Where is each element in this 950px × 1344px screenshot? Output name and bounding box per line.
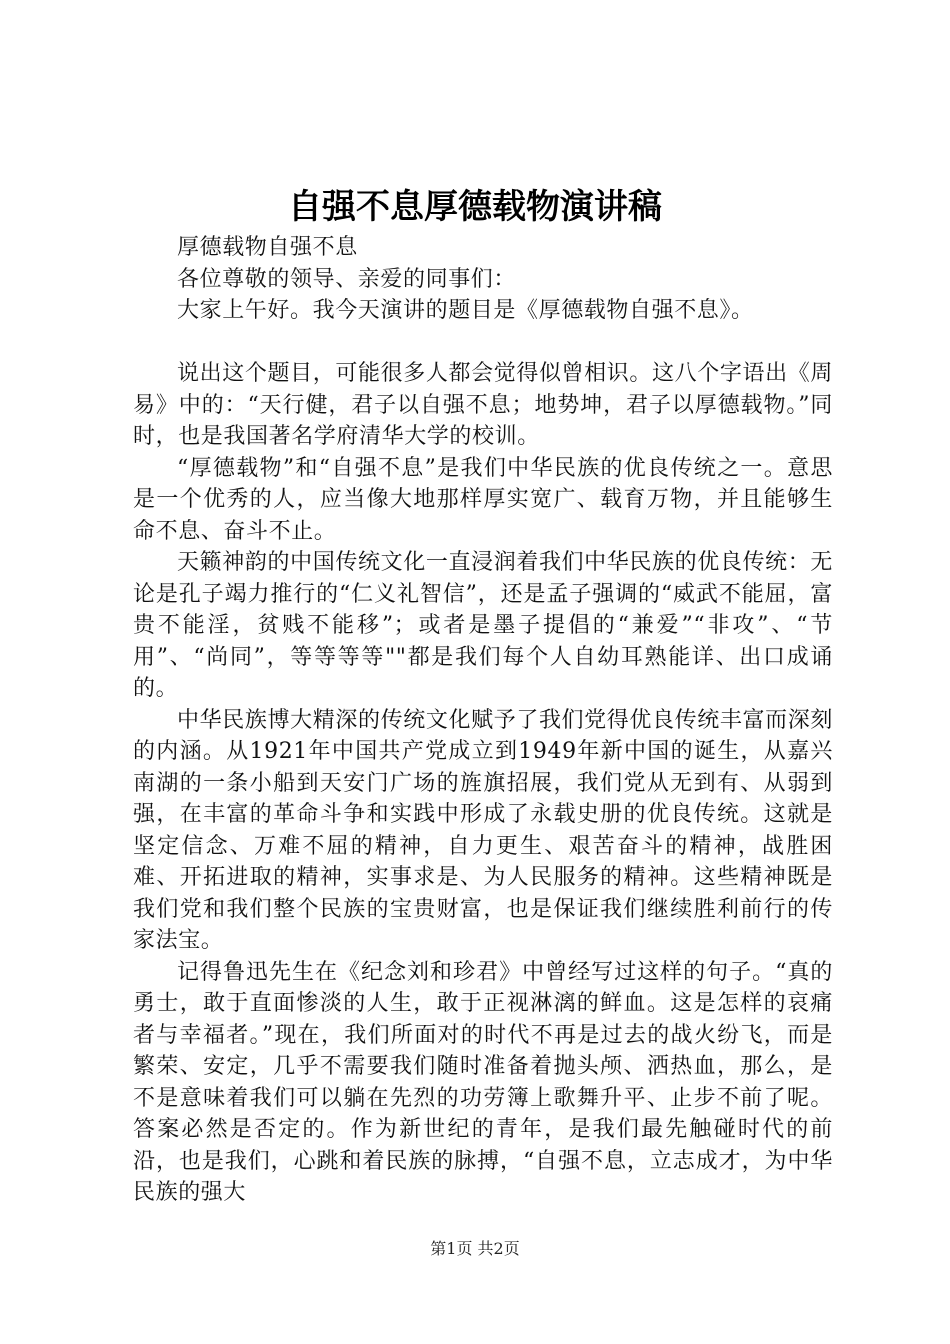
paragraph-body: 说出这个题目，可能很多人都会觉得似曾相识。这八个字语出《周易》中的：“天行健，君子以自强不息；地势坤，君子以厚德载物。”同时，也是我国著名学府清华大学的校训。 xyxy=(133,361,833,449)
paragraph-body: “厚德载物”和“自强不息”是我们中华民族的优良传统之一。意思是一个优秀的人，应当像大地那样厚实宽广、载育万物，并且能够生命不息、奋斗不止。 xyxy=(133,455,833,544)
paragraph-salutation: 各位尊敬的领导、亲爱的同事们： xyxy=(177,266,517,292)
paragraph-body: 中华民族博大精深的传统文化赋予了我们党得优良传统丰富而深刻的内涵。从1921年中国共产党成立到1949年新中国的诞生，从嘉兴南湖的一条小船到天安门广场的旌旗招展，我们党从无到有、从弱到强，在丰富的革命斗争和实践中形成了永载史册的优良传统。这就是坚定信念、万难不屈的精神，自力更生、艰苦奋斗的精神，战胜困难、开拓进取的精神，实事求是、为人民服务的精神。这些精神既是我们党和我们整个民族的宝贵财富，也是保证我们继续胜利前行的传家法宝。 xyxy=(133,707,833,953)
document-title: 自强不息厚德载物演讲稿 xyxy=(288,187,662,227)
paragraph-subtitle: 厚德载物自强不息 xyxy=(177,235,358,260)
paragraph-greeting: 大家上午好。我今天演讲的题目是《厚德载物自强不息》。 xyxy=(177,298,754,323)
page-number-footer: 第1页 共2页 xyxy=(430,1239,520,1258)
paragraph-body: 天籁神韵的中国传统文化一直浸润着我们中华民族的优良传统：无论是孔子竭力推行的“仁义礼智信”，还是孟子强调的“威武不能屈，富贵不能淫，贫贱不能移”；或者是墨子提倡的“兼爱”“非攻”、“节用”、“尚同”，等等等等""都是我们每个人自幼耳熟能详、出口成诵的。 xyxy=(133,550,833,701)
paragraph-body: 记得鲁迅先生在《纪念刘和珍君》中曾经写过这样的句子。“真的勇士，敢于直面惨淡的人生，敢于正视淋漓的鲜血。这是怎样的哀痛者与幸福者。”现在，我们所面对的时代不再是过去的战火纷飞，而是繁荣、安定，几乎不需要我们随时准备着抛头颅、洒热血，那么，是不是意味着我们可以躺在先烈的功劳簿上歌舞升平、止步不前了呢。答案必然是否定的。作为新世纪的青年，是我们最先触碰时代的前沿，也是我们，心跳和着民族的脉搏，“自强不息，立志成才，为中华民族的强大 xyxy=(133,959,833,1205)
document-body xyxy=(133,232,833,1209)
